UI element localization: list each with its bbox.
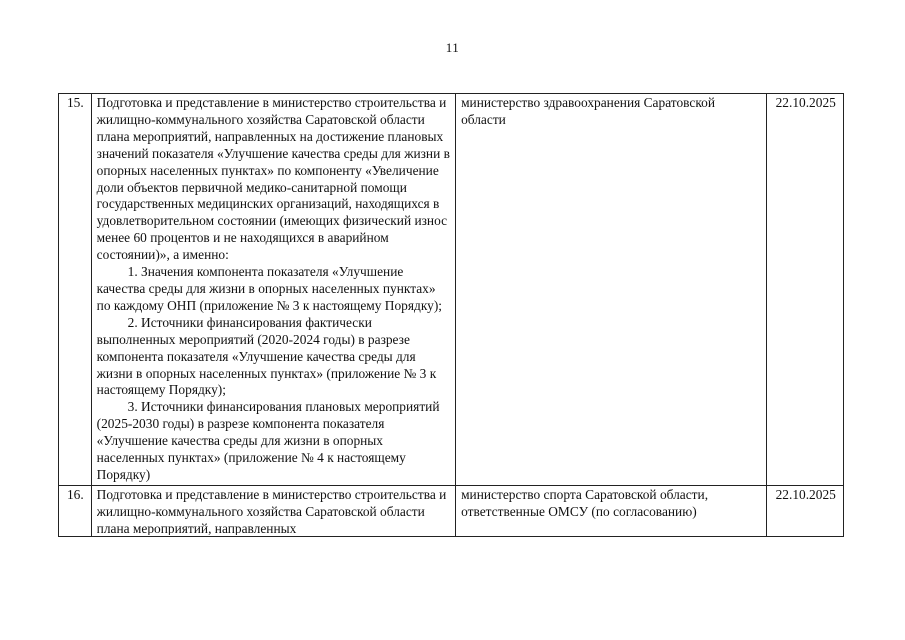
responsible-executor: министерство здравоохранения Саратовской области [456,94,767,486]
measure-description: Подготовка и представление в министерство строительства и жилищно-коммунального хозяйства Саратовской области плана мероприятий, направленных [96,486,447,535]
table-row [59,94,844,486]
measures-table [58,93,844,537]
measure-description-cell [91,485,455,536]
measure-description-cell [91,94,455,486]
row-number: 16. [59,485,92,536]
page-number: 11 [445,40,460,55]
measure-item: 1. Значения компонента показателя «Улучшение качества среды для жизни в опорных населенных пунктах» по каждому ОНП (приложение № 3 к настоящему Порядку); [96,264,443,313]
responsible-executor: министерство спорта Саратовской области, ответственные ОМСУ (по согласованию) [456,485,767,536]
measure-item: 2. Источники финансирования фактически выполненных мероприятий (2020-2024 годы) в разрезе компонента показателя «Улучшение качества среды для жизни в опорных населенных пунктах» (приложение № 3 к настоящему Порядку); [96,314,437,398]
row-number: 15. [59,94,92,486]
measure-item: 3. Источники финансирования плановых мероприятий (2025-2030 годы) в разрезе компонента показателя «Улучшение качества среды для жизни в опорных населенных пунктах» (приложение № 4 к настоящему Порядку) [96,399,440,482]
deadline-date: 22.10.2025 [767,485,844,536]
deadline-date: 22.10.2025 [767,94,844,486]
table-row [59,485,844,536]
measure-description: Подготовка и представление в министерство строительства и жилищно-коммунального хозяйства Саратовской области плана мероприятий, направленных на достижение плановых значений показателя «Улучшение качества среды для жизни в опорных населенных пунктах» по компоненту «Увеличение доли объектов первичной медико-санитарной помощи государственных медицинских организаций, находящихся в удовлетворительном состоянии (имеющих физический износ менее 60 процентов и не находящихся в аварийном состоянии)», а именно: [96,95,450,263]
